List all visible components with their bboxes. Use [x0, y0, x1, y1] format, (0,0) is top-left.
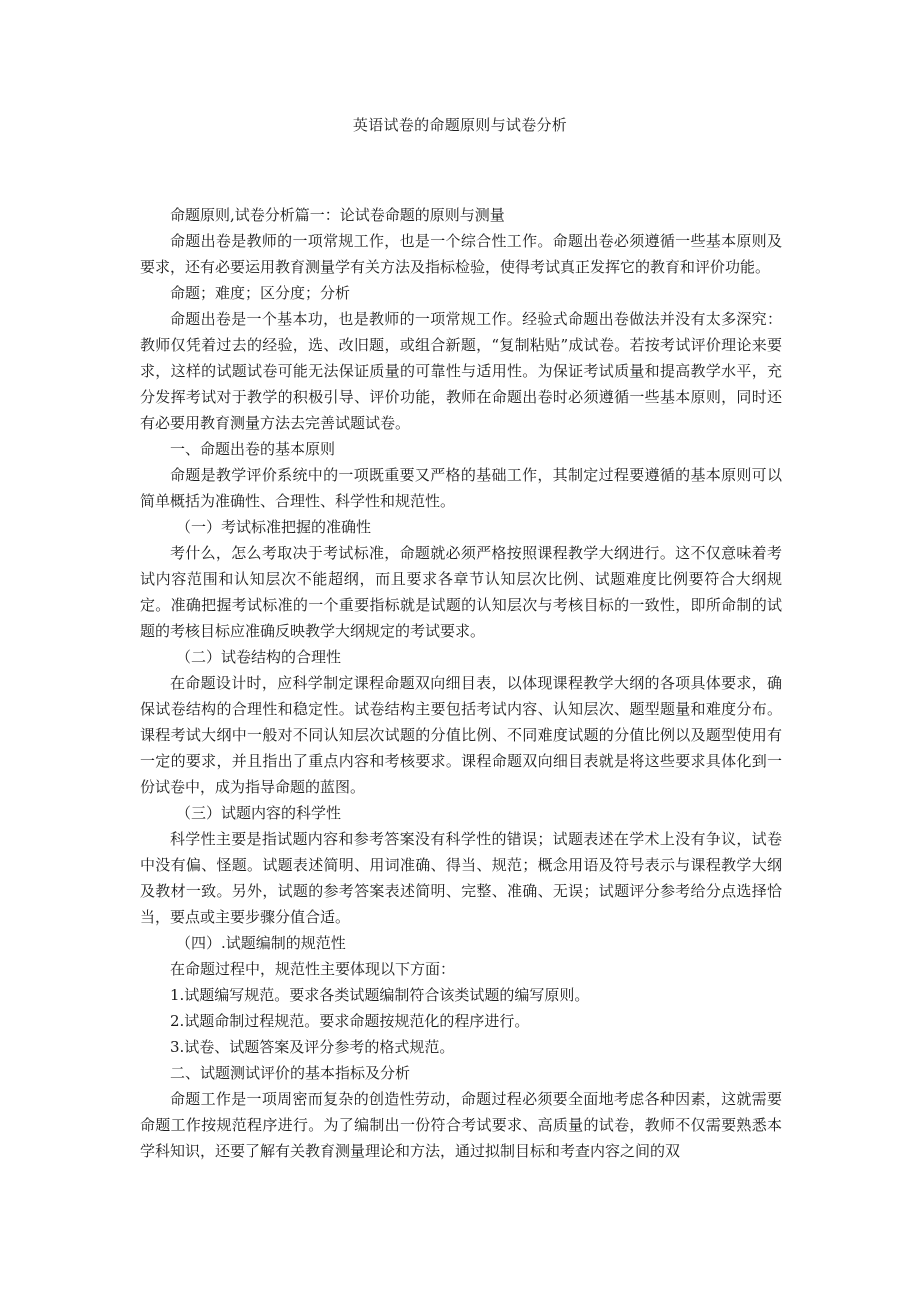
paragraph: （三）试题内容的科学性	[176, 804, 342, 822]
paragraph: 科学性主要是指试题内容和参考答案没有科学性的错误；试题表述在学术上没有争议，试卷中没有偏、怪题。试题表述简明、用词准确、得当、规范；概念用语及符号表示与课程教学大纲及教材一致。另外，试题的参考答案表述简明、完整、准确、无误；试题评分参考给分点选择恰当，要点或主要步骤分值合适。	[140, 830, 782, 926]
paragraph: 在命题过程中，规范性主要体现以下方面：	[170, 960, 456, 978]
paragraph: 1.试题编写规范。要求各类试题编制符合该类试题的编写原则。	[170, 986, 590, 1004]
paragraph: 命题；难度；区分度；分析	[170, 284, 351, 302]
paragraph: 二、试题测试评价的基本指标及分析	[170, 1064, 411, 1082]
paragraph: （二）试卷结构的合理性	[176, 648, 342, 666]
paragraph: （四）.试题编制的规范性	[176, 934, 346, 952]
document-title: 英语试卷的命题原则与试卷分析	[352, 116, 568, 134]
paragraph: 考什么，怎么考取决于考试标准，命题就必须严格按照课程教学大纲进行。这不仅意味着考试内容范围和认知层次不能超纲，而且要求各章节认知层次比例、试题难度比例要符合大纲规定。准确把握考试标准的一个重要指标就是试题的认知层次与考核目标的一致性，即所命制的试题的考核目标应准确反映教学大纲规定的考试要求。	[140, 544, 782, 640]
paragraph: 一、命题出卷的基本原则	[170, 440, 336, 458]
paragraph: 命题原则,试卷分析篇一：论试卷命题的原则与测量	[170, 206, 505, 224]
paragraph: 2.试题命制过程规范。要求命题按规范化的程序进行。	[170, 1012, 530, 1030]
document-body	[140, 202, 782, 1164]
paragraph: 命题工作是一项周密而复杂的创造性劳动，命题过程必须要全面地考虑各种因素，这就需要命题工作按规范程序进行。为了编制出一份符合考试要求、高质量的试卷，教师不仅需要熟悉本学科知识，还要了解有关教育测量理论和方法，通过拟制目标和考查内容之间的双	[140, 1090, 782, 1160]
paragraph: 命题出卷是一个基本功，也是教师的一项常规工作。经验式命题出卷做法并没有太多深究：教师仅凭着过去的经验，选、改旧题，或组合新题，“复制粘贴”成试卷。若按考试评价理论来要求，这样的试题试卷可能无法保证质量的可靠性与适用性。为保证考试质量和提高教学水平，充分发挥考试对于教学的积极引导、评价功能，教师在命题出卷时必须遵循一些基本原则，同时还有必要用教育测量方法去完善试题试卷。	[140, 310, 782, 432]
paragraph: 命题出卷是教师的一项常规工作，也是一个综合性工作。命题出卷必须遵循一些基本原则及要求，还有必要运用教育测量学有关方法及指标检验，使得考试真正发挥它的教育和评价功能。	[140, 232, 782, 276]
paragraph: 在命题设计时，应科学制定课程命题双向细目表，以体现课程教学大纲的各项具体要求，确保试卷结构的合理性和稳定性。试卷结构主要包括考试内容、认知层次、题型题量和难度分布。课程考试大纲中一般对不同认知层次试题的分值比例、不同难度试题的分值比例以及题型使用有一定的要求，并且指出了重点内容和考核要求。课程命题双向细目表就是将这些要求具体化到一份试卷中，成为指导命题的蓝图。	[140, 674, 782, 796]
paragraph: 3.试卷、试题答案及评分参考的格式规范。	[170, 1038, 455, 1056]
paragraph: 命题是教学评价系统中的一项既重要又严格的基础工作，其制定过程要遵循的基本原则可以简单概括为准确性、合理性、科学性和规范性。	[140, 466, 782, 510]
paragraph: （一）考试标准把握的准确性	[176, 518, 372, 536]
